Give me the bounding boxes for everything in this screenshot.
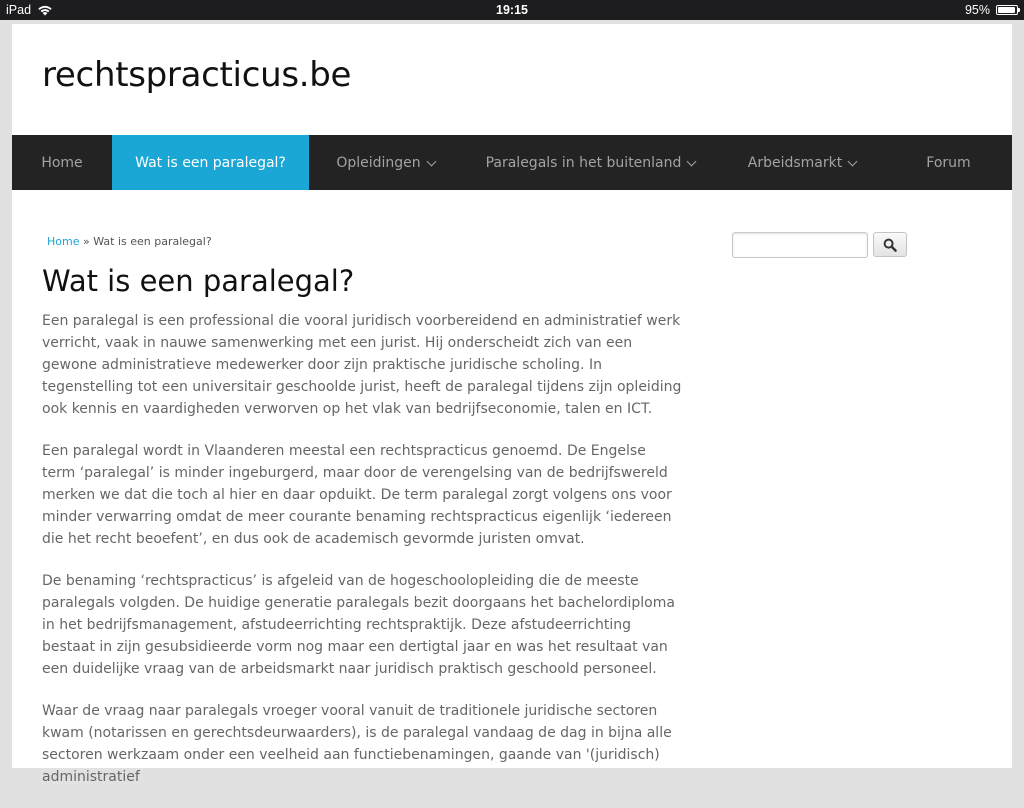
article-paragraph: Waar de vraag naar paralegals vroeger vooral vanuit de traditionele juridische sectoren kwam (notarissen en gerechtsdeurwaarders), is de paralegal vandaag de dag in bijna alle sectoren werkzaam onder een veelheid aan functiebenamingen, gaande van '(juridisch) administratief xyxy=(42,703,672,785)
status-bar-right xyxy=(965,3,1018,17)
article-paragraph: De benaming ‘rechtspracticus’ is afgeleid van de hogeschoolopleiding die de meeste paralegals volgden. De huidige generatie paralegals bezit doorgaans het bachelordiploma in het bedrijfsmanagement, afstudeerrichting rechtspraktijk. Deze afstudeerrichting bestaat in zijn gesubsidieerde vorm nog maar een dertigtal jaar en was het resultaat van een duidelijke vraag van de arbeidsmarkt naar juridisch praktisch geschoold personeel. xyxy=(42,573,675,677)
nav-item-opleidingen[interactable] xyxy=(309,135,462,190)
nav-item-label: Arbeidsmarkt xyxy=(747,154,843,171)
site-header xyxy=(12,24,1012,135)
nav-item-forum[interactable] xyxy=(885,135,1012,190)
breadcrumb xyxy=(47,235,682,248)
nav-item-arbeidsmarkt[interactable] xyxy=(719,135,885,190)
chevron-down-icon xyxy=(426,156,436,166)
nav-item-paralegals-in-het-buitenland[interactable] xyxy=(462,135,719,190)
search-input[interactable] xyxy=(732,232,868,258)
battery-icon xyxy=(996,5,1018,15)
nav-item-label: Paralegals in het buitenland xyxy=(485,154,682,171)
status-time: 19:15 xyxy=(496,3,528,17)
main-navigation xyxy=(12,135,1012,190)
article-paragraph: Een paralegal wordt in Vlaanderen meestal een rechtspracticus genoemd. De Engelse term ‘paralegal’ is minder ingeburgerd, maar door de verengelsing van de bedrijfswereld merken we dat die toch al hier en daar opduikt. De term paralegal zorgt volgens ons voor minder verwarring omdat de meer courante benaming rechtspracticus eigenlijk ‘iedereen die het recht beoefent’, en dus ook de academisch gevormde juristen omvat. xyxy=(42,443,672,547)
breadcrumb-current: Wat is een paralegal? xyxy=(93,235,212,248)
chevron-down-icon xyxy=(687,156,697,166)
battery-level xyxy=(998,7,1015,13)
search-icon xyxy=(883,238,897,252)
search-button[interactable] xyxy=(873,232,907,257)
nav-item-label: Forum xyxy=(926,154,971,171)
nav-item-wat-is-een-paralegal[interactable] xyxy=(112,135,309,190)
nav-item-label: Home xyxy=(41,154,83,171)
article-paragraph: Een paralegal is een professional die vooral juridisch voorbereidend en administratief werk verricht, vaak in nauwe samenwerking met een jurist. Hij onderscheidt zich van een gewone administratieve medewerker door zijn praktische juridische scholing. In tegenstelling tot een universitair geschoolde jurist, heeft de paralegal tijdens zijn opleiding ook kennis en vaardigheden verworven op het vlak van bedrijfseconomie, talen en ICT. xyxy=(42,313,682,417)
site-title[interactable]: rechtspracticus.be xyxy=(42,55,352,95)
breadcrumb-home-link[interactable]: Home xyxy=(47,235,80,248)
nav-item-label: Wat is een paralegal? xyxy=(135,154,286,171)
battery-percent: 95% xyxy=(964,3,990,17)
page xyxy=(12,24,1012,785)
status-bar xyxy=(0,0,1024,20)
sidebar-search xyxy=(732,232,907,258)
main-content xyxy=(42,235,682,808)
device-name: iPad xyxy=(6,3,32,17)
nav-item-home[interactable] xyxy=(12,135,112,190)
nav-item-label: Opleidingen xyxy=(336,154,421,171)
breadcrumb-separator: » xyxy=(82,235,90,248)
page-title: Wat is een paralegal? xyxy=(42,264,355,298)
chevron-down-icon xyxy=(848,156,858,166)
